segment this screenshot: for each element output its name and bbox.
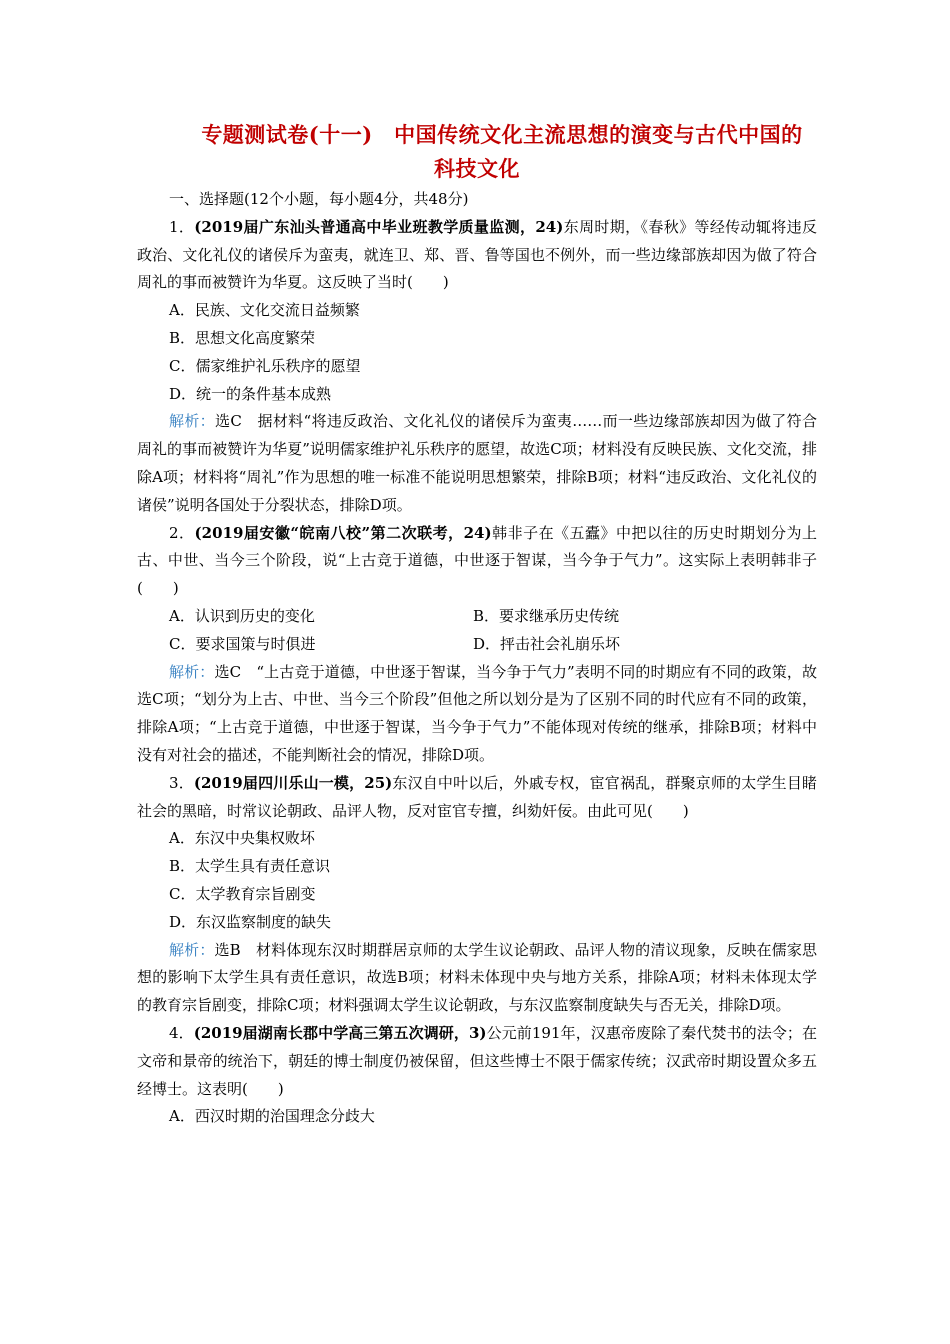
question-number: 3． <box>169 773 194 792</box>
question-number: 4． <box>169 1023 194 1042</box>
question-stem <box>137 214 817 297</box>
title-line-1: 专题测试卷(十一) 中国传统文化主流思想的演变与古代中国的 <box>201 122 803 147</box>
question-number: 2． <box>169 523 195 542</box>
question-2 <box>137 520 817 770</box>
question-source: (2019届湖南长郡中学高三第五次调研，3) <box>193 1023 487 1042</box>
option-d: D．东汉监察制度的缺失 <box>169 912 332 931</box>
option-a: A．认识到历史的变化 <box>169 606 315 625</box>
analysis-label: 解析： <box>169 412 216 431</box>
option-c: C．要求国策与时俱进 <box>169 634 316 653</box>
question-stem <box>137 770 817 826</box>
question-source: (2019届安徽“皖南八校”第二次联考，24) <box>194 523 492 542</box>
question-text: 东周时期，《春秋》等经传动辄将违反政治、文化礼仪的诸侯斥为蛮夷，就连卫、郑、晋、鲁等国也不例外，而一些边缘部族却因为做了符合周礼的事而被赞许为华夏。这反映了当时( ) <box>137 217 817 292</box>
option-a: A．民族、文化交流日益频繁 <box>169 301 360 320</box>
options-row <box>137 603 817 631</box>
question-1 <box>137 214 817 520</box>
page-title <box>137 118 817 186</box>
option-b: B．思想文化高度繁荣 <box>169 328 316 347</box>
question-text: 韩非子在《五蠹》中把以往的历史时期划分为上古、中世、当今三个阶段，说“上古竞于道德，中世逐于智谋，当今争于气力”。这实际上表明韩非子( ) <box>137 523 818 598</box>
option-d: D．统一的条件基本成熟 <box>169 384 332 403</box>
analysis <box>137 659 817 770</box>
question-text: 公元前191年，汉惠帝废除了秦代焚书的法令；在文帝和景帝的统治下，朝廷的博士制度仍被保留，但这些博士不限于儒家传统；汉武帝时期设置众多五经博士。这表明( ) <box>137 1023 818 1098</box>
question-3 <box>137 770 817 1020</box>
question-source: (2019届四川乐山一模，25) <box>193 773 393 792</box>
section-heading: 一、选择题(12个小题，每小题4分，共48分) <box>169 190 469 208</box>
option-c: C．儒家维护礼乐秩序的愿望 <box>169 356 361 375</box>
question-text: 东汉自中叶以后，外戚专权，宦官祸乱，群聚京师的太学生目睹社会的黑暗，时常议论朝政、品评人物，反对宦官专擅，纠劾奸佞。由此可见( ) <box>137 773 817 820</box>
question-stem <box>137 520 817 603</box>
option-c: C．太学教育宗旨剧变 <box>169 884 316 903</box>
document-page <box>137 118 817 1131</box>
option-a: A．东汉中央集权败坏 <box>169 829 315 848</box>
title-line-2: 科技文化 <box>434 156 520 181</box>
question-number: 1． <box>169 217 195 236</box>
question-source: (2019届广东汕头普通高中毕业班教学质量监测，24) <box>194 217 564 236</box>
options-row <box>137 631 817 659</box>
analysis-label: 解析： <box>169 662 215 681</box>
analysis-text: 选C “上古竞于道德，中世逐于智谋，当今争于气力”表明不同的时期应有不同的政策，故选C项；“划分为上古、中世、当今三个阶段”但他之所以划分是为了区别不同的时代应有不同的政策，排除A项；“上古竞于道德，中世逐于智谋，当今争于气力”不能体现对传统的继承，排除B项；材料中没有对社会的描述，不能判断社会的情况，排除D项。 <box>137 662 817 764</box>
analysis-text: 选C 据材料“将违反政治、文化礼仪的诸侯斥为蛮夷……而一些边缘部族却因为做了符合周礼的事而被赞许为华夏”说明儒家维护礼乐秩序的愿望，故选C项；材料没有反映民族、文化交流，排除A项；材料将“周礼”作为思想的唯一标准不能说明思想繁荣，排除B项；材料“违反政治、文化礼仪的诸侯”说明各国处于分裂状态，排除D项。 <box>137 412 817 514</box>
analysis <box>137 937 817 1020</box>
question-4 <box>137 1020 817 1131</box>
analysis-label: 解析： <box>169 940 215 959</box>
question-stem <box>137 1020 817 1103</box>
option-b: B．太学生具有责任意识 <box>169 857 331 876</box>
option-d: D．抨击社会礼崩乐坏 <box>473 634 621 653</box>
analysis-text: 选B 材料体现东汉时期群居京师的太学生议论朝政、品评人物的清议现象，反映在儒家思想的影响下太学生具有责任意识，故选B项；材料未体现中央与地方关系，排除A项；材料未体现太学的教育宗旨剧变，排除C项；材料强调太学生议论朝政，与东汉监察制度缺失与否无关，排除D项。 <box>137 940 817 1015</box>
option-b: B．要求继承历史传统 <box>473 606 620 625</box>
analysis <box>137 408 817 519</box>
option-a: A．西汉时期的治国理念分歧大 <box>169 1107 375 1126</box>
